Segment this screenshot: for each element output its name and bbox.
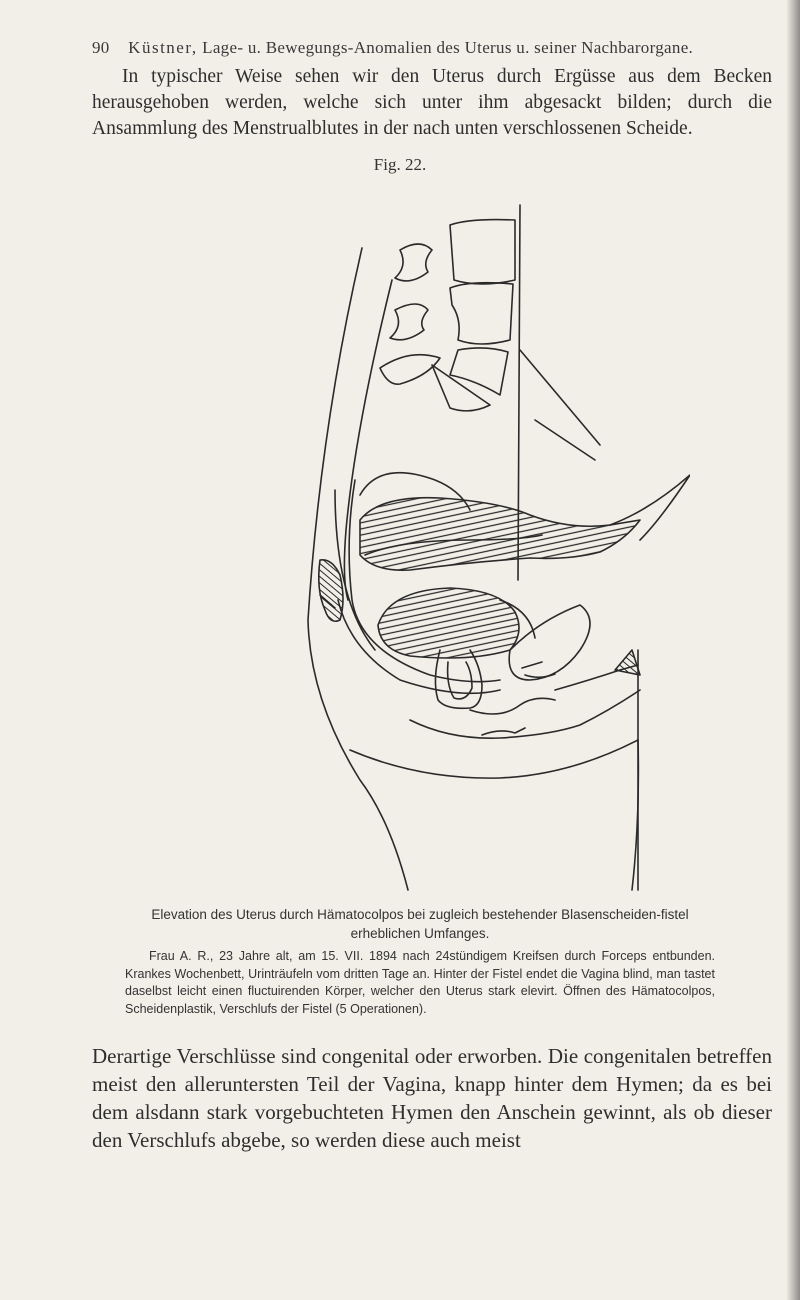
- caption-title: Elevation des Uterus durch Hämatocolpos bei zugleich bestehender Blasenscheiden-fistel erheblichen Umfanges.: [151, 907, 689, 941]
- page-number: 90: [92, 38, 110, 57]
- running-head: [92, 38, 772, 58]
- running-head-author: Küstner,: [128, 38, 198, 57]
- intro-paragraph: In typischer Weise sehen wir den Uterus durch Ergüsse aus dem Becken herausgehoben werden, welche sich unter ihm abgesackt bilden; durch die Ansammlung des Menstrualblutes in der nach unten verschlossenen Scheide.: [92, 66, 772, 139]
- pubic-bone: [319, 560, 343, 621]
- sagittal-pelvis-illustration: [170, 180, 690, 895]
- uterus: [360, 475, 690, 570]
- figure-label: Fig. 22.: [373, 155, 427, 174]
- closing-paragraph: Derartige Verschlüsse sind congenital oder erworben. Die congenitalen betreffen meist den alleruntersten Teil der Vagina, knapp hinter dem Hymen; da es bei dem alsdann stark vorgebuchteten Hymen den Anschein gewinnt, als ob dieser den Verschlufs abgebe, so werden diese auch meist: [92, 1044, 772, 1152]
- running-head-title: Lage- u. Bewegungs-Anomalien des Uterus u. seiner Nachbarorgane.: [202, 38, 694, 57]
- caption-body: Frau A. R., 23 Jahre alt, am 15. VII. 1894 nach 24stündigem Kreifsen durch Forceps entbunden. Krankes Wochenbett, Urinträufeln vom dritten Tage an. Hinter der Fistel endet die Vagina blind, man tastet daselbst leicht einen fluctuirenden Körper, welcher den Uterus stark elevirt. Öffnen des Hämatocolpos, Scheidenplastik, Verschlufs der Fistel (5 Operationen).: [125, 949, 715, 1016]
- page-edge-shadow: [786, 0, 800, 1300]
